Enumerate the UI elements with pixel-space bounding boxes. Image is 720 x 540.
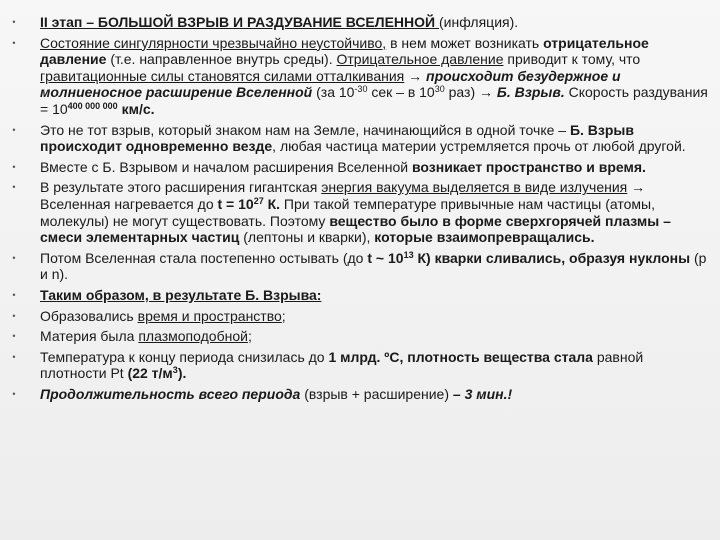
bullet-icon: • <box>12 161 16 172</box>
text-run: ; <box>281 307 286 324</box>
list-item <box>10 308 710 325</box>
list-item <box>10 287 710 304</box>
list-item <box>10 328 710 345</box>
text-run: время и пространство <box>137 307 282 324</box>
text-run: (за 10 <box>312 84 355 101</box>
text-run: 1 млрд. ºС, плотность вещества стала <box>328 348 593 365</box>
text-run: вещество было в форме сверхгорячей плазмы – смеси элементарных частиц <box>40 212 671 246</box>
list-item <box>10 122 710 155</box>
text-run: приводит к тому, что <box>503 51 641 68</box>
bullet-icon: • <box>12 182 16 193</box>
list-item <box>10 250 710 283</box>
text-run: равной плотности Pt <box>40 348 644 382</box>
text-run: (т.е. направленное внутрь среды). <box>106 51 337 68</box>
text-run: сек – в 10 <box>367 84 435 101</box>
text-run: энергия вакуума выделяется в виде излучения <box>321 179 628 196</box>
text-run: -30 <box>354 84 368 95</box>
bullet-icon: • <box>12 124 16 135</box>
text-run: Температура к концу периода снизилась до <box>40 348 329 365</box>
text-run: (взрыв + расширение) <box>300 385 453 402</box>
text-run: Продолжительность всего периода <box>40 385 301 402</box>
bullet-icon: • <box>12 17 16 27</box>
list-item <box>10 159 710 176</box>
text-run: Образовались <box>40 307 138 324</box>
text-run: Б. Взрыв. <box>496 84 565 101</box>
bullet-list <box>10 14 710 406</box>
bullet-icon: • <box>12 331 16 342</box>
text-run: Состояние сингулярности чрезвычайно неустойчиво, <box>40 34 387 51</box>
text-run: (инфляция). <box>439 14 519 30</box>
text-run: плазмоподобной <box>138 328 248 345</box>
text-run: В результате этого расширения гигантская <box>40 179 322 196</box>
list-item <box>10 35 710 118</box>
text-run: К) <box>413 249 431 266</box>
text-run: раз) → <box>444 84 497 101</box>
text-run: t = 10 <box>217 195 254 212</box>
bullet-icon: • <box>12 289 16 300</box>
text-run: возникает пространство и время. <box>411 158 646 175</box>
text-run: К. <box>263 195 281 212</box>
text-run: гравитационные силы становятся силами отталкивания <box>40 67 405 84</box>
text-run: – 3 мин.! <box>452 385 513 402</box>
text-run: ). <box>177 365 187 382</box>
text-run: Отрицательное давление <box>336 51 504 68</box>
list-item <box>10 179 710 245</box>
list-item <box>10 14 710 31</box>
bullet-icon: • <box>12 252 16 263</box>
text-run: которые взаимопревращались. <box>374 229 595 246</box>
text-run: Скорость раздувания = 10 <box>40 84 708 117</box>
text-run: Вместе с Б. Взрывом и началом расширения Вселенной <box>40 158 412 175</box>
text-run: 400 000 000 <box>67 100 118 111</box>
text-run: t ~ 10 <box>367 249 404 266</box>
text-run: Потом Вселенная стала постепенно остывать (до <box>40 249 368 266</box>
text-run: Это не тот взрыв, который знаком нам на Земле, начинающийся в одной точке – <box>40 121 570 138</box>
bullet-icon: • <box>12 388 16 399</box>
text-run: км/с. <box>117 100 155 117</box>
text-run: Б. Взрыв происходит одновременно везде <box>40 121 634 155</box>
text-run: → Вселенная нагревается до <box>40 179 646 212</box>
text-run: кварки сливались, образуя нуклоны <box>430 249 691 266</box>
text-run: Материя была <box>40 328 139 345</box>
text-run: 3 <box>172 365 178 376</box>
list-item <box>10 386 710 403</box>
text-run: в нем может возникать <box>386 34 544 51</box>
text-run: II этап – БОЛЬШОЙ ВЗРЫВ И РАЗДУВАНИЕ ВСЕЛЕННОЙ <box>40 14 439 30</box>
text-run: отрицательное давление <box>40 34 649 68</box>
text-run: (р и n). <box>40 249 707 283</box>
bullet-icon: • <box>12 310 16 321</box>
text-run: , любая частица материи устремляется прочь от любой другой. <box>272 138 686 155</box>
text-run: (лептоны и кварки), <box>239 229 375 246</box>
text-run: происходит безудержное и молниеносное расширение Вселенной <box>40 67 621 101</box>
text-run: При такой температуре привычные нам частицы (атомы, молекулы) не могут существовать. Поэтому <box>40 195 656 229</box>
bullet-icon: • <box>12 37 16 48</box>
text-run: 27 <box>253 195 264 206</box>
text-run: 30 <box>434 84 445 95</box>
list-item <box>10 349 710 382</box>
text-run: 13 <box>403 249 414 260</box>
bullet-icon: • <box>12 351 16 362</box>
text-run: Таким образом, в результате Б. Взрыва: <box>40 286 322 303</box>
text-run: → <box>404 67 427 84</box>
text-run: ; <box>247 328 252 345</box>
text-run: (22 т/м <box>127 365 173 382</box>
